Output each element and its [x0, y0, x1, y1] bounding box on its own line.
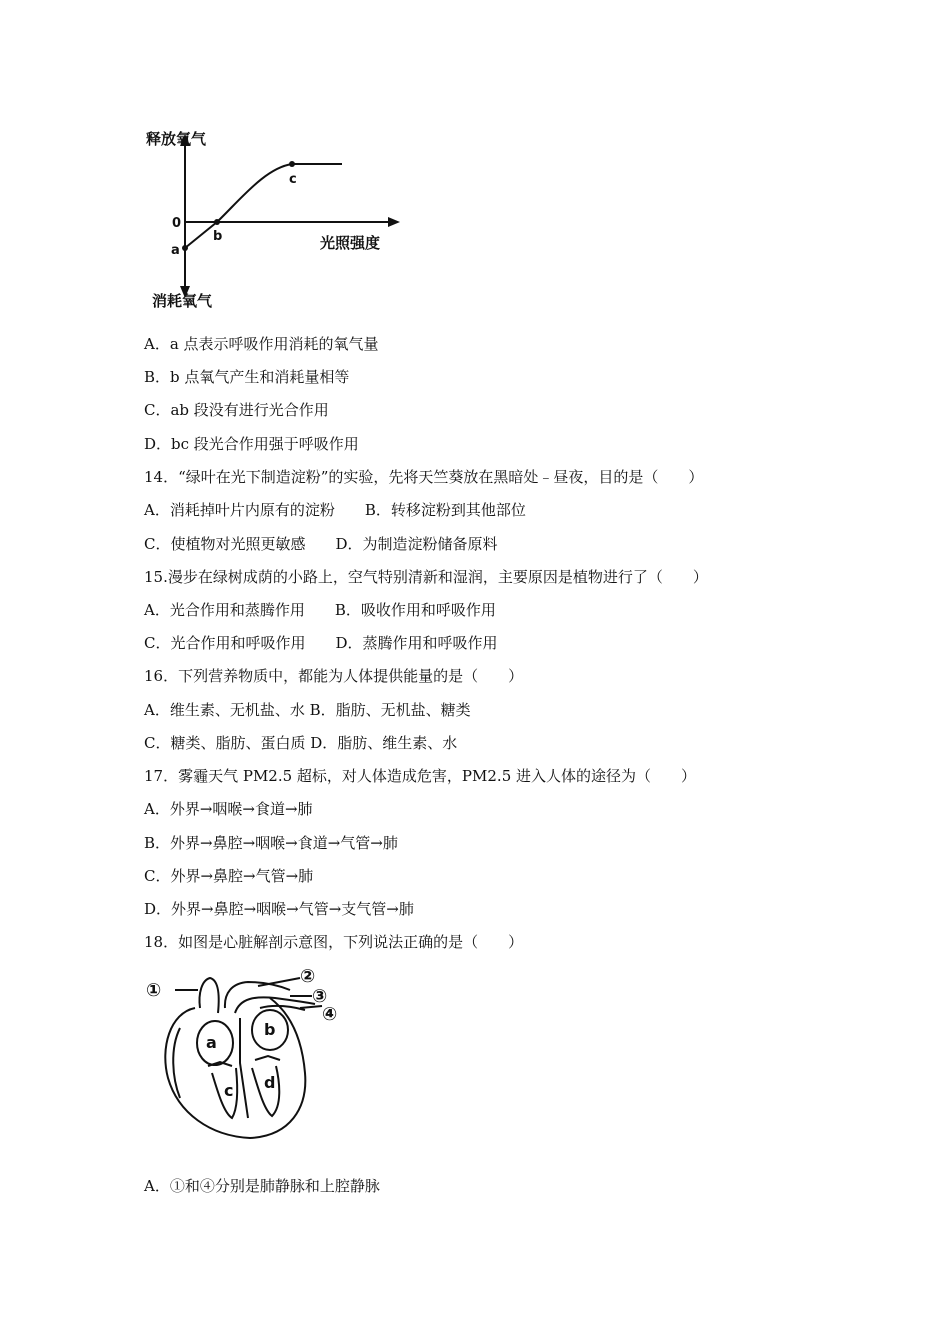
- q18-stem: 18．如图是心脏解剖示意图，下列说法正确的是（ ）: [144, 933, 524, 951]
- valve-left: [255, 1056, 280, 1060]
- q16-options-row2: C．糖类、脂肪、蛋白质 D．脂肪、维生素、水: [144, 734, 458, 752]
- vena-cava: [173, 1028, 180, 1098]
- label-d: d: [264, 1073, 276, 1092]
- q17-option-c: C．外界→鼻腔→气管→肺: [144, 867, 314, 885]
- q16-stem: 16．下列营养物质中，都能为人体提供能量的是（ ）: [144, 667, 524, 685]
- x-axis-arrow: [388, 217, 400, 227]
- q16-options-row1: A．维生素、无机盐、水 B．脂肪、无机盐、糖类: [144, 701, 471, 719]
- q13-option-d: D．bc 段光合作用强于呼吸作用: [144, 435, 359, 453]
- label-a: a: [206, 1033, 217, 1052]
- septum: [240, 1018, 248, 1118]
- q15-options-row2: C．光合作用和呼吸作用 D．蒸腾作用和呼吸作用: [144, 634, 498, 652]
- q13-option-a: A．a 点表示呼吸作用消耗的氧气量: [144, 335, 379, 353]
- label-n4: ④: [322, 1004, 338, 1025]
- y-top-label: 释放氧气: [146, 130, 207, 148]
- oxygen-curve: [185, 164, 342, 248]
- q15-options-row1: A．光合作用和蒸腾作用 B．吸收作用和呼吸作用: [144, 601, 496, 619]
- q14-stem: 14．“绿叶在光下制造淀粉”的实验，先将天竺葵放在黑暗处﹣昼夜，目的是（ ）: [144, 468, 704, 486]
- y-bottom-label: 消耗氧气: [152, 292, 213, 310]
- label-n1: ①: [146, 980, 162, 1001]
- heart-diagram: [140, 968, 360, 1148]
- q14-options-row2: C．使植物对光照更敏感 D．为制造淀粉储备原料: [144, 535, 498, 553]
- q14-options-row1: A．消耗掉叶片内原有的淀粉 B．转移淀粉到其他部位: [144, 501, 526, 519]
- point-b-marker: [214, 219, 220, 225]
- q17-stem: 17．雾霾天气 PM2.5 超标，对人体造成危害，PM2.5 进入人体的途径为（ ）: [144, 767, 697, 785]
- label-b: b: [264, 1020, 276, 1039]
- point-c-marker: [289, 161, 295, 167]
- point-a-label: a: [171, 243, 180, 258]
- vessel-2: [225, 982, 290, 1008]
- point-c-label: c: [289, 172, 297, 187]
- q13-option-b: B．b 点氧气产生和消耗量相等: [144, 368, 350, 386]
- x-axis-label: 光照强度: [320, 234, 381, 252]
- vessel-1: [199, 978, 218, 1013]
- label-n2: ②: [300, 968, 316, 987]
- label-c: c: [224, 1081, 234, 1100]
- q13-option-c: C．ab 段没有进行光合作用: [144, 401, 329, 419]
- q18-option-a: A．①和④分别是肺静脉和上腔静脉: [144, 1177, 380, 1195]
- q17-option-a: A．外界→咽喉→食道→肺: [144, 800, 313, 818]
- q17-option-d: D．外界→鼻腔→咽喉→气管→支气管→肺: [144, 900, 414, 918]
- leader-2: [258, 978, 300, 986]
- origin-label: 0: [172, 216, 182, 231]
- oxygen-light-graph: [140, 120, 410, 320]
- point-a-marker: [182, 245, 188, 251]
- q17-option-b: B．外界→鼻腔→咽喉→食道→气管→肺: [144, 834, 398, 852]
- q15-stem: 15.漫步在绿树成荫的小路上，空气特别清新和湿润，主要原因是植物进行了（ ）: [144, 568, 708, 586]
- label-n3: ③: [312, 986, 328, 1007]
- point-b-label: b: [213, 229, 223, 244]
